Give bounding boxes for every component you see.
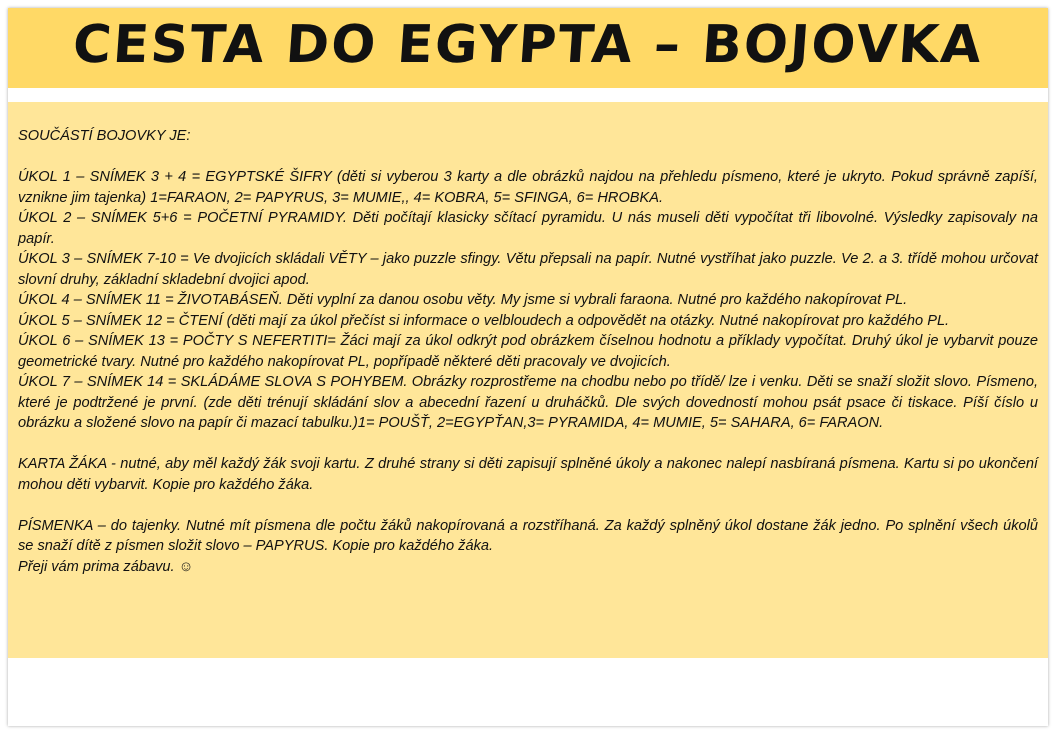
title-bar <box>8 8 1048 88</box>
task-3: ÚKOL 3 – SNÍMEK 7-10 = Ve dvojicích skládali VĚTY – jako puzzle sfingy. Větu přepsali na papír. Nutné vystříhat jako puzzle. Ve 2. a 3. třídě mohou určovat slovní druhy, základní skladební dvojici apod. <box>18 251 1038 288</box>
task-6: ÚKOL 6 – SNÍMEK 13 = POČTY S NEFERTITI= Žáci mají za úkol odkrýt pod obrázkem číselnou hodnotu a příklady vypočítat. Druhý úkol je vybarvit pouze geometrické tvary. Nutné pro každého nakopírovat PL, popřípadě některé děti pracovaly ve dvojicích. <box>18 333 1038 370</box>
content-box <box>8 102 1048 658</box>
pismenka-text: PÍSMENKA – do tajenky. Nutné mít písmena dle počtu žáků nakopírovaná a rozstříhaná. Za každý splněný úkol dostane žák jedno. Po splnění všech úkolů se snaží dítě z písmen složit slovo – PAPYRUS. Kopie pro každého žáka. <box>18 517 1038 554</box>
slide <box>8 8 1048 726</box>
task-1: ÚKOL 1 – SNÍMEK 3 + 4 = EGYPTSKÉ ŠIFRY (děti si vyberou 3 karty a dle obrázků najdou na přehledu písmeno, které je ukryto. Pokud správně zapíší, vznikne jim tajenka) 1=FARAON, 2= PAPYRUS, 3= MUMIE,, 4= KOBRA, 5= SFINGA, 6= HROBKA. <box>18 169 1038 206</box>
page-title: CESTA DO EGYPTA – BOJOVKA <box>70 15 986 75</box>
task-5: ÚKOL 5 – SNÍMEK 12 = ČTENÍ (děti mají za úkol přečíst si informace o velbloudech a odpovědět na otázky. Nutné nakopírovat pro každého PL. <box>18 312 950 329</box>
task-2: ÚKOL 2 – SNÍMEK 5+6 = POČETNÍ PYRAMIDY. Děti počítají klasicky sčítací pyramidu. U nás museli děti vypočítat tři libovolné. Výsledky zapisovaly na papír. <box>18 210 1038 247</box>
spacer <box>18 147 1038 168</box>
spacer <box>18 495 1038 516</box>
task-7: ÚKOL 7 – SNÍMEK 14 = SKLÁDÁME SLOVA S POHYBEM. Obrázky rozprostřeme na chodbu nebo po třídě/ lze i venku. Děti se snaží složit slovo. Písmeno, které je podtržené je první. (zde děti trénují skládání slov a abecední řazení u druháčků. Dle svých dovedností mohou psát psace či tiskace. Píší číslo u obrázku a složené slovo na papír či mazací tabulku.)1= POUŠŤ, 2=EGYPŤAN,3= PYRAMIDA, 4= MUMIE, 5= SAHARA, 6= FARAON. <box>18 374 1038 431</box>
task-4: ÚKOL 4 – SNÍMEK 11 = ŽIVOTABÁSEŇ. Děti vyplní za danou osobu věty. My jsme si vybrali faraona. Nutné pro každého nakopírovat PL. <box>18 292 908 308</box>
closing-text: Přeji vám prima zábavu. ☺ <box>18 558 194 575</box>
spacer <box>18 434 1038 455</box>
intro-text: SOUČÁSTÍ BOJOVKY JE: <box>18 128 191 144</box>
karta-zaka-text: KARTA ŽÁKA - nutné, aby měl každý žák svoji kartu. Z druhé strany si děti zapisují splněné úkoly a nakonec nalepí nasbíraná písmena. Kartu si po ukončení mohou děti vybarvit. Kopie pro každého žáka. <box>18 456 1038 493</box>
